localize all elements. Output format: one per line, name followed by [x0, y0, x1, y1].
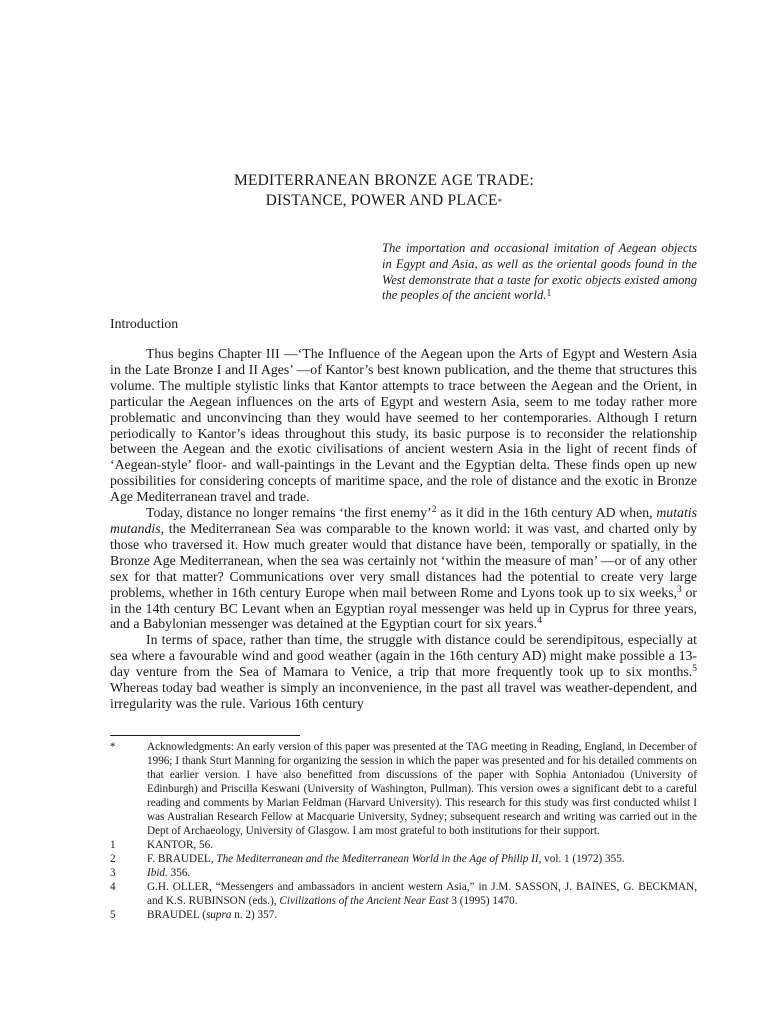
paragraph-2-text-a: Today, distance no longer remains ‘the first enemy’ [146, 505, 432, 521]
footnote-ref-4: 4 [537, 616, 542, 627]
footnote-mark: 1 [110, 839, 116, 851]
title-line-1-text: MEDITERRANEAN BRONZE AGE TRADE: [234, 172, 534, 189]
footnote-3-italic: Ibid. [147, 867, 168, 879]
epigraph-footnote-ref: 1 [546, 288, 552, 300]
footnote-text: Acknowledgments: An early version of this paper was presented at the TAG meeting in Reading, England, in December of 1996; I thank Sturt Manning for organizing the session in which the paper was presented and for his detailed comments on that earlier version. I have also benefitted from discussions of the paper with Sophia Antoniadou (University of Edinburgh) and Priscilla Keswani (University of Washington, Pullman). This version owes a significant debt to a careful reading and comments by Marian Feldman (Harvard University). This research for this study was first conducted whilst I was Australian Research Fellow at Macquarie University, Sydney; subsequent research and writing was carried out in the Dept of Archaeology, University of Glasgow. I am most grateful to both institutions for their support. [147, 741, 697, 837]
footnote-5 [110, 908, 697, 922]
paragraph-3-text-a: In terms of space, rather than time, the struggle with distance could be serendipitous, especially at sea where a favourable wind and good weather (again in the 16th century AD) might make possible a 13-day venture from the Sea of Mamara to Venice, a trip that more frequently took up to six months. [110, 632, 697, 680]
paragraph-1: Thus begins Chapter III —‘The Influence of the Aegean upon the Arts of Egypt and Western Asia in the Late Bronze I and II Ages’ —of Kantor’s best known publication, and the theme that structures this volume. The multiple stylistic links that Kantor attempts to trace between the Aegean and the Orient, in particular the Aegean influences on the arts of Egypt and western Asia, seem to me today rather more problematic and unconvincing than they would have seemed to her contemporaries. Although I return periodically to Kantor’s ideas throughout this study, its basic purpose is to reconsider the relationship between the Aegean and the exotic civilisations of ancient western Asia in the light of recent finds of ‘Aegean-style’ floor- and wall-paintings in the Levant and the Egyptian delta. These finds open up new possibilities for considering concepts of maritime space, and the role of distance and the exotic in Bronze Age Mediterranean travel and trade. [110, 346, 697, 505]
footnote-5-text-a: BRAUDEL ( [147, 909, 206, 921]
footnote-1 [110, 838, 697, 852]
paragraph-2-text-c: , the Mediterranean Sea was comparable to the known world: it was vast, and charted only by those who traversed it. How much greater would that distance have been, temporally or spatially, in the Bronze Age Mediterranean, when the sea was certainly not ‘within the measure of man’ —or of any other sex for that matter? Communications over very small distances had the potential to create very large problems, whether in 16th century Europe when mail between Rome and Lyons took up to six weeks, [110, 520, 697, 600]
footnote-4 [110, 880, 697, 908]
footnote-text [147, 852, 697, 866]
footnote-2-text-b: , vol. 1 (1972) 355. [538, 853, 625, 865]
footnote-star [110, 740, 697, 838]
paragraph-2-italic: mutatis mutandis [110, 505, 697, 536]
footnote-3-text-b: 356. [167, 867, 191, 879]
title-line-2-text: DISTANCE, POWER AND PLACE [265, 192, 498, 209]
footnote-5-text-b: n. 2) 357. [231, 909, 278, 921]
footnote-3 [110, 866, 697, 880]
footnote-mark: 4 [110, 881, 116, 893]
footnote-2-text-a: F. BRAUDEL, [147, 853, 217, 865]
footnote-text [147, 880, 697, 908]
footnote-mark: 2 [110, 853, 116, 865]
footnote-ref-3: 3 [676, 584, 682, 595]
footnote-2-italic: The Mediterranean and the Mediterranean World in the Age of Philip II [216, 853, 539, 865]
footnote-2 [110, 852, 697, 866]
epigraph [382, 241, 697, 304]
footnotes [110, 740, 697, 922]
section-heading-introduction: Introduction [110, 316, 179, 331]
footnote-text [147, 866, 697, 880]
footnote-5-italic: supra [205, 909, 232, 921]
epigraph-text: The importation and occasional imitation of Aegean objects in Egypt and Asia, as well as the oriental goods found in the West demonstrate that a taste for exotic objects existed among the peoples of the ancient world. [382, 241, 697, 303]
footnote-divider [110, 735, 300, 736]
footnote-4-italic: Civilizations of the Ancient Near East [279, 895, 449, 907]
paragraph-3-text-b: Whereas today bad weather is simply an inconvenience, in the past all travel was weather-dependent, and irregularity was the rule. Various 16th century [110, 680, 697, 711]
footnote-text [147, 908, 697, 922]
paragraph-2-text-d: or in the 14th century BC Levant when an Egyptian royal messenger was held up in Cyprus for three years, and a Babylonian messenger was detained at the Egyptian court for six years. [110, 584, 697, 632]
paragraph-2 [110, 505, 697, 632]
footnote-ref-2: 2 [431, 505, 437, 516]
footnote-mark: 5 [110, 909, 116, 921]
paper-title-line-1 [0, 171, 768, 191]
footnote-text: KANTOR, 56. [147, 839, 213, 851]
footnote-4-text-b: 3 (1995) 1470. [448, 895, 518, 907]
title-footnote-marker: * [497, 197, 503, 207]
footnote-mark: 3 [110, 867, 116, 879]
footnote-4-text-a: G.H. OLLER, “Messengers and ambassadors in ancient western Asia,” in J.M. SASSON, J. BAINES, G. BECKMAN, and K.S. RUBINSON (eds.), [147, 881, 697, 907]
footnote-ref-5: 5 [692, 664, 697, 675]
footnote-mark: * [110, 741, 116, 753]
body-text [110, 344, 697, 712]
paragraph-3 [110, 632, 697, 712]
paper-title-line-2 [0, 191, 768, 211]
paragraph-2-text-b: as it did in the 16th century AD when, [436, 505, 657, 521]
